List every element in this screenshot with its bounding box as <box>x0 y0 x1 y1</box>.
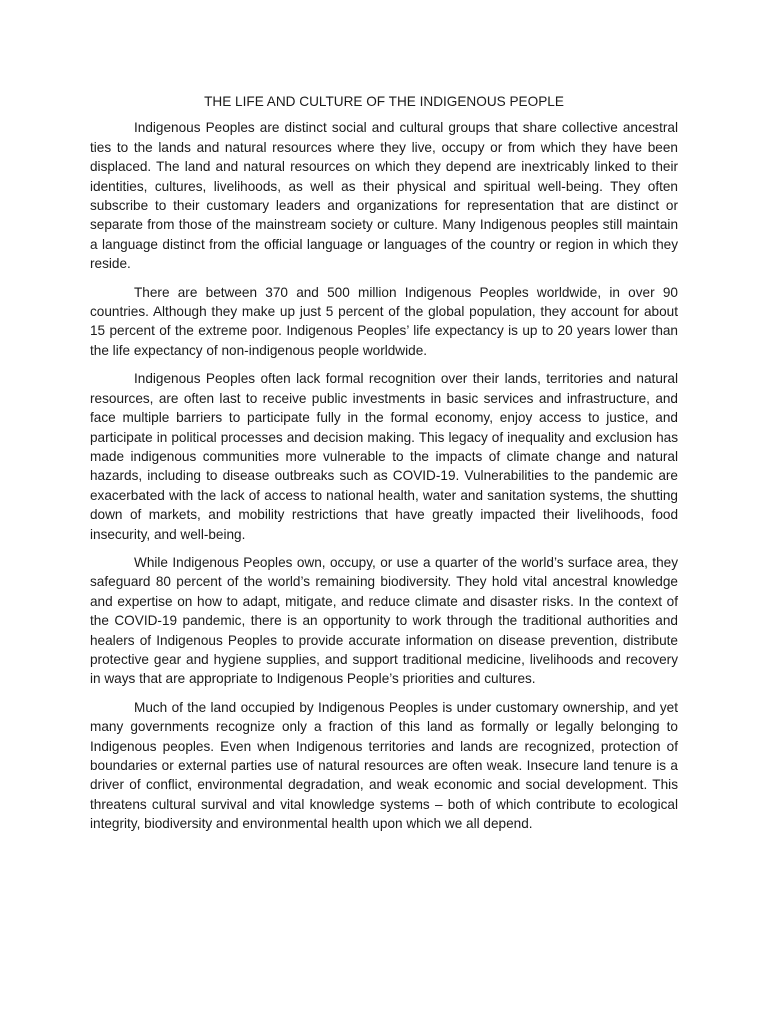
paragraph-4: While Indigenous Peoples own, occupy, or use a quarter of the world’s surface area, they safeguard 80 percent of the world’s remaining biodiversity. They hold vital ancestral knowledge and expertise on how to adapt, mitigate, and reduce climate and disaster risks. In the context of the COVID-19 pandemic, there is an opportunity to work through the traditional authorities and healers of Indigenous Peoples to provide accurate information on disease prevention, distribute protective gear and hygiene supplies, and support traditional medicine, livelihoods and recovery in ways that are appropriate to Indigenous People’s priorities and cultures. <box>90 554 678 687</box>
paragraph-2: There are between 370 and 500 million Indigenous Peoples worldwide, in over 90 countries. Although they make up just 5 percent of the global population, they account for about 15 percent of the extreme poor. Indigenous Peoples’ life expectancy is up to 20 years lower than the life expectancy of non-indigenous people worldwide. <box>90 284 678 358</box>
paragraph-3: Indigenous Peoples often lack formal recognition over their lands, territories and natural resources, are often last to receive public investments in basic services and infrastructure, and face multiple barriers to participate fully in the formal economy, enjoy access to justice, and participate in political processes and decision making. This legacy of inequality and exclusion has made indigenous communities more vulnerable to the impacts of climate change and natural hazards, including to disease outbreaks such as COVID-19. Vulnerabilities to the pandemic are exacerbated with the lack of access to national health, water and sanitation systems, the shutting down of markets, and mobility restrictions that have greatly impacted their livelihoods, food insecurity, and well-being. <box>90 371 678 542</box>
paragraph-5: Much of the land occupied by Indigenous Peoples is under customary ownership, and yet many governments recognize only a fraction of this land as formally or legally belonging to Indigenous peoples. Even when Indigenous territories and lands are recognized, protection of boundaries or external parties use of natural resources are often weak. Insecure land tenure is a driver of conflict, environmental degradation, and weak economic and social development. This threatens cultural survival and vital knowledge systems – both of which contribute to ecological integrity, biodiversity and environmental health upon which we all depend. <box>90 699 678 832</box>
document-title: THE LIFE AND CULTURE OF THE INDIGENOUS PEOPLE <box>204 94 564 109</box>
paragraph-1: Indigenous Peoples are distinct social and cultural groups that share collective ancestral ties to the lands and natural resources where they live, occupy or from which they have been displaced. The land and natural resources on which they depend are inextricably linked to their identities, cultures, livelihoods, as well as their physical and spiritual well-being. They often subscribe to their customary leaders and organizations for representation that are distinct or separate from those of the mainstream society or culture. Many Indigenous peoples still maintain a language distinct from the official language or languages of the country or region in which they reside. <box>90 120 678 272</box>
document-page <box>90 92 678 843</box>
